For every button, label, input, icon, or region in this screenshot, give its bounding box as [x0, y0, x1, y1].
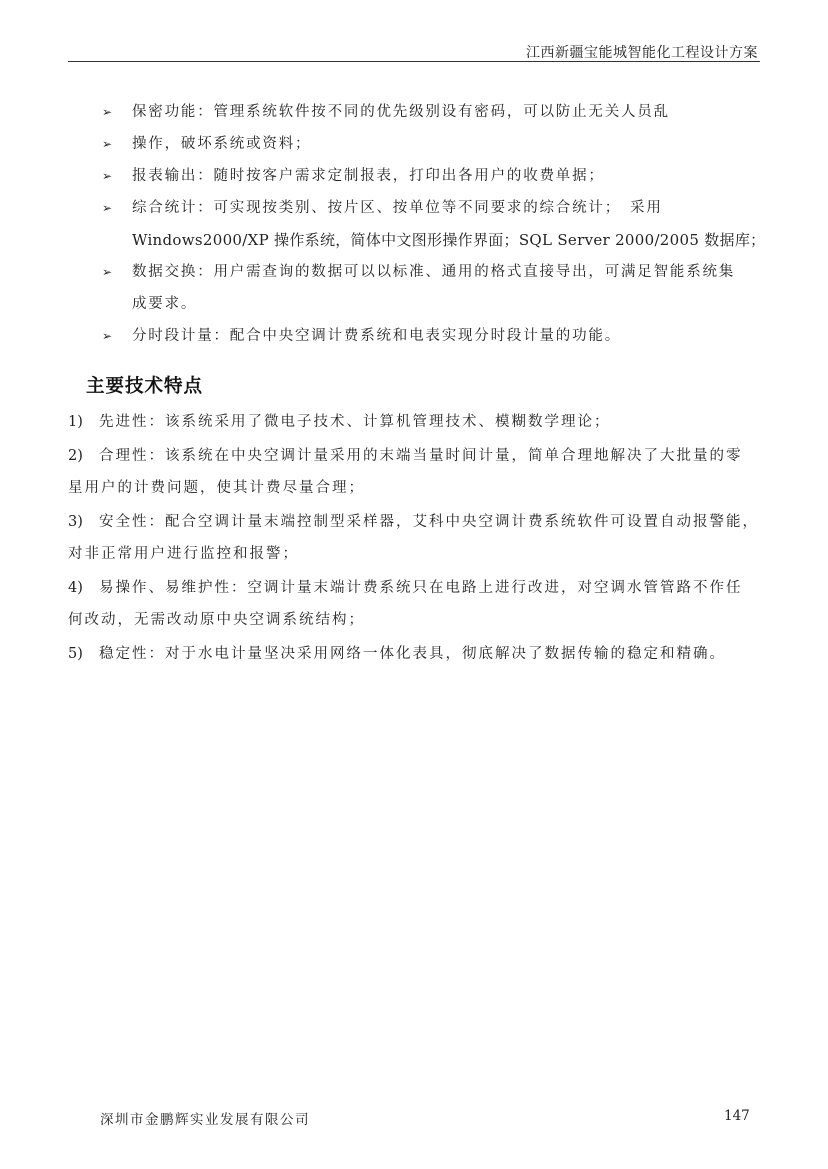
header-rule — [68, 61, 760, 62]
item-number: 5) — [68, 646, 83, 662]
arrow-bullet-icon: ➢ — [102, 137, 113, 151]
item-number: 1) — [68, 414, 83, 430]
footer-company: 深圳市金鹏辉实业发展有限公司 — [100, 1112, 310, 1128]
tech-feature-text: 安全性：配合空调计量末端控制型采样器，艾科中央空调计费系统软件可设置自动报警能， — [99, 514, 759, 530]
feature-item — [100, 96, 770, 128]
tech-feature-text: 先进性：该系统采用了微电子技术、计算机管理技术、模糊数学理论； — [99, 414, 611, 430]
tech-feature-item — [68, 406, 768, 438]
feature-text: 数据交换：用户需查询的数据可以以标准、通用的格式直接导出，可满足智能系统集 — [132, 264, 736, 280]
tech-feature-item — [68, 506, 768, 570]
item-number: 2) — [68, 448, 83, 464]
arrow-bullet-icon: ➢ — [102, 329, 113, 343]
arrow-bullet-icon: ➢ — [102, 169, 113, 183]
feature-list — [100, 96, 770, 352]
feature-text: 报表输出：随时按客户需求定制报表，打印出各用户的收费单据； — [132, 168, 605, 184]
arrow-bullet-icon: ➢ — [102, 105, 113, 119]
arrow-bullet-icon: ➢ — [102, 265, 113, 279]
feature-text-continued: Windows2000/XP 操作系统，简体中文图形操作界面；SQL Server 2000/2005 数据库； — [132, 231, 766, 249]
feature-text: 综合统计：可实现按类别、按片区、按单位等不同要求的综合统计； 采用 — [132, 200, 663, 216]
tech-feature-item — [68, 572, 768, 636]
tech-feature-text: 合理性：该系统在中央空调计量采用的末端当量时间计量，简单合理地解决了大批量的零 — [99, 448, 743, 464]
feature-item — [100, 128, 770, 160]
section-heading: 主要技术特点 — [86, 376, 204, 397]
tech-feature-text: 易操作、易维护性：空调计量末端计费系统只在电路上进行改进，对空调水管管路不作任 — [99, 580, 743, 596]
tech-feature-text-continued: 何改动，无需改动原中央空调系统结构； — [68, 612, 365, 628]
feature-text: 分时段计量：配合中央空调计费系统和电表实现分时段计量的功能。 — [132, 328, 621, 344]
feature-item — [100, 256, 770, 320]
tech-feature-item — [68, 638, 768, 670]
feature-item — [100, 192, 770, 256]
tech-feature-item — [68, 440, 768, 504]
feature-item — [100, 160, 770, 192]
tech-feature-text: 稳定性：对于水电计量坚决采用网络一体化表具，彻底解决了数据传输的稳定和精确。 — [99, 646, 726, 662]
tech-feature-text-continued: 星用户的计费问题，使其计费尽量合理； — [68, 480, 365, 496]
feature-item — [100, 320, 770, 352]
item-number: 4) — [68, 580, 83, 596]
tech-feature-list — [68, 406, 768, 672]
feature-text: 保密功能：管理系统软件按不同的优先级别设有密码，可以防止无关人员乱 — [132, 104, 670, 120]
tech-feature-text-continued: 对非正常用户进行监控和报警； — [68, 546, 299, 562]
page-number: 147 — [724, 1108, 750, 1124]
feature-text: 操作，破坏系统或资料； — [132, 136, 312, 152]
item-number: 3) — [68, 514, 83, 530]
feature-text-continued: 成要求。 — [132, 296, 198, 312]
header-title: 江西新疆宝能城智能化工程设计方案 — [526, 45, 758, 61]
arrow-bullet-icon: ➢ — [102, 201, 113, 215]
